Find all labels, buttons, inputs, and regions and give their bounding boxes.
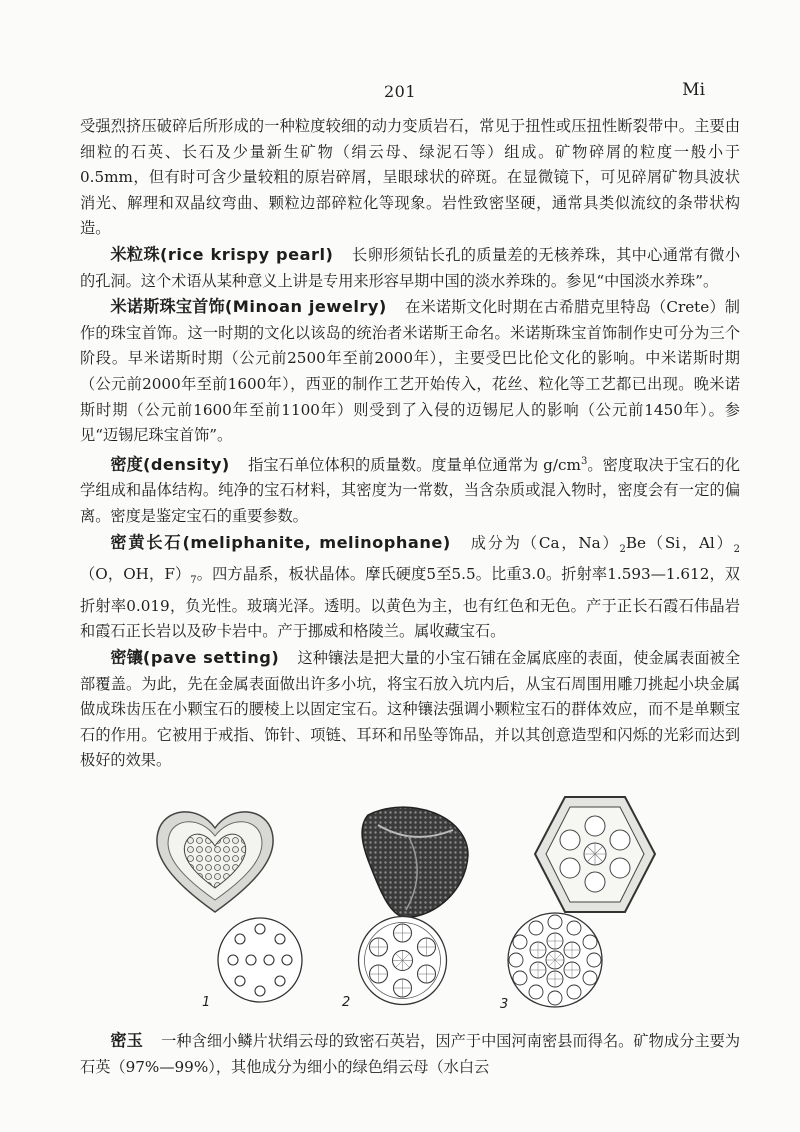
entry-english: (density) (142, 454, 230, 474)
setting-diagram-3 (505, 910, 605, 1010)
entry-minoan-jewelry (80, 294, 740, 449)
entry-pave-setting (80, 645, 740, 774)
entry-text: 。四方晶系，板状晶体。摩氏硬度5至5.5。比重3.0。折射率1.593—1.612，双折射率0.019，负光性。玻璃光泽。透明。以黄色为主，也有红色和无色。产于正长石霞石伟晶岩和霞石正长岩以及矽卡岩中。产于挪威和格陵兰。属收藏宝石。 (80, 565, 740, 641)
entry-term: 米诺斯珠宝首饰 (110, 297, 225, 317)
formula-part: 成分为（Ca，Na） (468, 533, 620, 552)
entry-text: 这种镶法是把大量的小宝石铺在金属底座的表面，使金属表面被全部覆盖。为此，先在金属表面做出许多小坑，将宝石放入坑内后，从宝石周围用雕刀挑起小块金属做成珠齿压在小颗宝石的腰棱上以固定宝石。这种镶法强调小颗粒宝石的群体效应，而不是单颗宝石的作用。它被用于戒指、饰针、项链、耳环和吊坠等饰品，并以其创意造型和闪烁的光彩而达到极好的效果。 (80, 649, 741, 770)
entry-term: 密玉 (110, 1031, 143, 1050)
heart-jewel-illustration (150, 800, 280, 920)
entry-english: (pave setting) (142, 648, 280, 667)
setting-diagram-2 (355, 913, 450, 1008)
entry-mi-jade (80, 1028, 740, 1080)
running-head: Mi (682, 80, 705, 100)
formula-part: （O，OH，F） (80, 565, 191, 584)
entry-text: 在米诺斯文化时期在古希腊克里特岛（Crete）制作的珠宝首饰。这一时期的文化以该岛的统治者米诺斯王命名。米诺斯珠宝首饰制作史可分为三个阶段。早米诺斯时期（公元前2500年至前2000年），主要受巴比伦文化的影响。中米诺斯时期（公元前2000年至前1600年），西亚的制作工艺开始传入，花丝、粒化等工艺都已出现。晚米诺斯时期（公元前1600年至前1100年）则受到了入侵的迈锡尼人的影响（公元前1450年）。参见“迈锡尼珠宝首饰”。 (80, 298, 740, 445)
entry-english: (Minoan jewelry) (224, 297, 387, 317)
setting-diagram-1 (215, 915, 305, 1005)
entry-english: (meliphanite, melinophane) (182, 532, 451, 552)
entry-text: 一种含细小鳞片状绢云母的致密石英岩，因产于中国河南密县而得名。矿物成分主要为石英（97%—99%），其他成分为细小的绿色绢云母（水白云 (80, 1032, 740, 1076)
entry-text: 长卵形须钻长孔的质量差的无核养珠，其中心通常有微小的孔洞。这个术语从某种意义上讲是专用来形容早期中国的淡水养珠的。参见“中国淡水养珠”。 (80, 245, 741, 290)
intro-paragraph: 受强烈挤压破碎后所形成的一种粒度较细的动力变质岩石，常见于扭性或压扭性断裂带中。主要由细粒的石英、长石及少量新生矿物（绢云母、绿泥石等）组成。矿物碎屑的粒度一般小于0.5mm，但有时可含少量较粗的原岩碎屑，呈眼球状的碎斑。在显微镜下，可见碎屑矿物具波状消光、解理和双晶纹弯曲、颗粒边部碎粒化等现象。岩性致密坚硬，通常具类似流纹的条带状构造。 (80, 117, 740, 238)
formula-part: Be（Si，Al） (625, 533, 734, 552)
bottom-text (80, 1028, 740, 1080)
figure-label-3: 3 (500, 997, 509, 1012)
entry-term: 密度 (110, 454, 143, 474)
entry-english: (rice krispy pearl) (160, 244, 334, 264)
superscript: 3 (580, 455, 588, 467)
entry-term: 米粒珠 (110, 244, 160, 264)
pave-setting-figure (90, 790, 730, 1020)
subscript: 7 (190, 575, 197, 587)
entry-text-cont: 。密度取决于宝石的化学组成和晶体结构。纯净的宝石材料，其密度为一常数，当含杂质或混入物时，密度会有一定的偏离。密度是鉴定宝石的重要参数。 (80, 455, 741, 525)
page-number: 201 (383, 82, 417, 101)
hexagon-jewel-illustration (530, 792, 660, 917)
subscript: 2 (733, 543, 740, 555)
body-text (80, 114, 740, 774)
figure-label-1: 1 (202, 995, 211, 1010)
figure-label-2: 2 (342, 995, 351, 1010)
entry-text: 指宝石单位体积的质量数。度量单位通常为 g/cm (248, 455, 581, 474)
entry-density (80, 449, 740, 530)
subscript: 2 (619, 543, 626, 555)
entry-term: 密镶 (110, 648, 143, 667)
entry-meliphanite (80, 530, 740, 645)
entry-rice-krispy-pearl (80, 242, 740, 294)
entry-term: 密黄长石 (110, 532, 183, 552)
leaf-jewel-illustration (348, 795, 478, 925)
